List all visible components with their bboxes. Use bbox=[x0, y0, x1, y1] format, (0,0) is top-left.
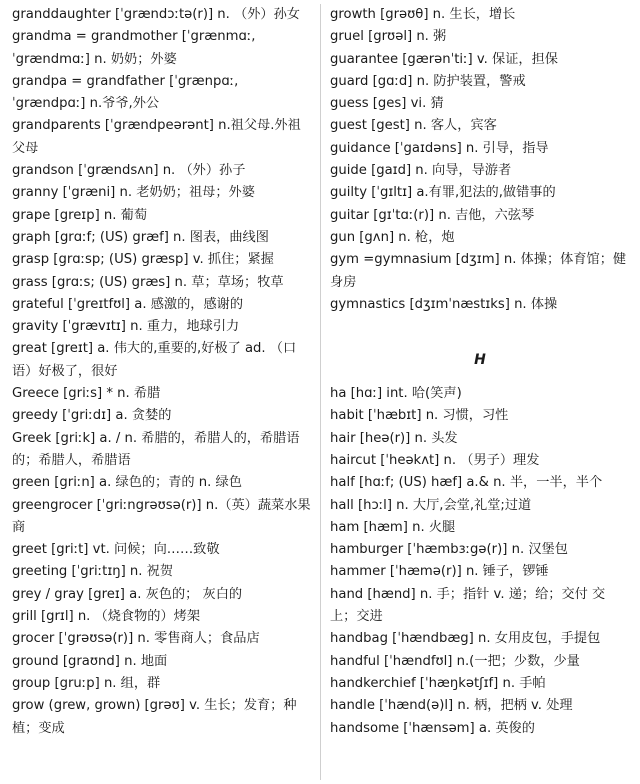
right-column-g-entries bbox=[330, 4, 630, 316]
vocab-entry: grandson [ˈgrændsʌn] n. （外）孙子 bbox=[12, 163, 246, 179]
vocab-entry: hammer [ˈhæmə(r)] n. 锤子，锣锤 bbox=[330, 564, 549, 580]
vocab-entry: grandpa = grandfather [ˈgrænpɑː, ˈgrændpɑː] n.爷爷,外公 bbox=[12, 73, 239, 112]
vocab-entry: greet [griːt] vt. 问候；向……致敬 bbox=[12, 542, 220, 558]
vocab-entry: granddaughter [ˈgrændɔːtə(r)] n. （外）孙女 bbox=[12, 7, 300, 22]
vocab-entry: grandma = grandmother [ˈgrænmɑː, ˈgrændmɑː] n. 奶奶；外婆 bbox=[12, 29, 256, 67]
vocab-entry: hair [heə(r)] n. 头发 bbox=[330, 430, 458, 446]
vocab-entry: guarantee [gærənˈtiː] v. 保证，担保 bbox=[330, 51, 558, 67]
vocab-entry: ha [hɑː] int. 哈(笑声) bbox=[330, 386, 462, 402]
vocab-entry: grape [greɪp] n. 葡萄 bbox=[12, 207, 148, 223]
right-column-h-entries bbox=[330, 383, 630, 740]
vocab-entry: graph [grɑːf; (US) græf] n. 图表，曲线图 bbox=[12, 229, 269, 245]
vocab-entry: grey / gray [greɪ] a. 灰色的； 灰白的 bbox=[12, 586, 243, 602]
vocab-entry: greengrocer [ˈgriːngrəʊsə(r)] n.（英）蔬菜水果商 bbox=[12, 497, 311, 535]
right-column bbox=[330, 4, 630, 740]
vocab-entry: grateful [ˈgreɪtfʊl] a. 感激的，感谢的 bbox=[12, 296, 244, 312]
vocab-entry: haircut [ˈheəkʌt] n. （男子）理发 bbox=[330, 452, 540, 468]
vocab-entry: guitar [gɪˈtɑː(r)] n. 吉他，六弦琴 bbox=[330, 207, 535, 223]
vocab-entry: handle [ˈhænd(ə)l] n. 柄，把柄 v. 处理 bbox=[330, 698, 573, 714]
vocab-entry: great [greɪt] a. 伟大的,重要的,好极了 ad. （口语）好极了，很好 bbox=[12, 341, 297, 379]
vocab-entry: hall [hɔːl] n. 大厅,会堂,礼堂;过道 bbox=[330, 497, 532, 513]
vocab-entry: greedy [ˈgriːdɪ] a. 贪婪的 bbox=[12, 408, 172, 424]
vocab-entry: guide [gaɪd] n. 向导，导游者 bbox=[330, 163, 512, 179]
vocab-entry: ground [graʊnd] n. 地面 bbox=[12, 653, 168, 669]
vocab-entry: handful [ˈhændfʊl] n.(一把；少数，少量 bbox=[330, 653, 580, 669]
vocab-entry: green [griːn] a. 绿色的；青的 n. 绿色 bbox=[12, 475, 242, 491]
vocab-entry: handbag [ˈhændbæg] n. 女用皮包，手提包 bbox=[330, 631, 601, 647]
vocab-entry: Greek [griːk] a. / n. 希腊的，希腊人的，希腊语的；希腊人，希腊语 bbox=[12, 430, 300, 468]
column-divider bbox=[320, 4, 321, 780]
vocab-entry: Greece [griːs] * n. 希腊 bbox=[12, 386, 161, 402]
vocab-entry: greeting [ˈgriːtɪŋ] n. 祝贺 bbox=[12, 564, 174, 580]
vocab-entry: grasp [grɑːsp; (US) græsp] v. 抓住；紧握 bbox=[12, 252, 274, 268]
vocab-entry: guidance [ˈgaɪdəns] n. 引导，指导 bbox=[330, 140, 549, 156]
vocab-entry: habit [ˈhæbɪt] n. 习惯，习性 bbox=[330, 408, 509, 424]
vocab-entry: grill [grɪl] n. （烧食物的）烤架 bbox=[12, 609, 201, 625]
vocab-entry: gravity [ˈgrævɪtɪ] n. 重力，地球引力 bbox=[12, 319, 240, 335]
vocab-entry: gruel [grʊəl] n. 粥 bbox=[330, 29, 447, 45]
vocab-entry: gym =gymnasium [dʒɪm] n. 体操；体育馆；健身房 bbox=[330, 252, 627, 290]
vocab-entry: guess [ges] vi. 猜 bbox=[330, 96, 444, 112]
vocab-entry: grocer [ˈgrəʊsə(r)] n. 零售商人；食品店 bbox=[12, 631, 260, 647]
vocab-entry: gun [gʌn] n. 枪，炮 bbox=[330, 229, 455, 245]
vocab-entry: grass [grɑːs; (US) græs] n. 草；草场；牧草 bbox=[12, 274, 284, 290]
left-column bbox=[12, 4, 312, 740]
vocab-entry: guilty [ˈgɪltɪ] a.有罪,犯法的,做错事的 bbox=[330, 185, 556, 201]
vocab-entry: ham [hæm] n. 火腿 bbox=[330, 519, 456, 535]
vocab-entry: guard [gɑːd] n. 防护装置，警戒 bbox=[330, 73, 526, 89]
vocab-entry: handkerchief [ˈhæŋkətʃɪf] n. 手帕 bbox=[330, 675, 546, 691]
vocab-entry: half [hɑːf; (US) hæf] a.& n. 半，一半，半个 bbox=[330, 475, 603, 491]
vocab-entry: grandparents [ˈgrændpeərənt] n.祖父母.外祖父母 bbox=[12, 118, 301, 156]
vocab-entry: grow (grew, grown) [grəʊ] v. 生长；发育；种植；变成 bbox=[12, 698, 297, 736]
vocab-entry: guest [gest] n. 客人，宾客 bbox=[330, 118, 497, 134]
section-letter-heading: H bbox=[474, 352, 486, 369]
vocab-entry: hand [hænd] n. 手；指针 v. 递；给；交付 交上；交进 bbox=[330, 586, 606, 625]
vocab-entry: granny [ˈgræni] n. 老奶奶；祖母；外婆 bbox=[12, 185, 255, 201]
vocab-entry: growth [grəʊθ] n. 生长，增长 bbox=[330, 7, 516, 22]
section-gap bbox=[330, 316, 630, 338]
vocab-entry: handsome [ˈhænsəm] a. 英俊的 bbox=[330, 720, 535, 736]
vocab-entry: group [gruːp] n. 组，群 bbox=[12, 675, 161, 691]
vocab-entry: gymnastics [dʒɪmˈnæstɪks] n. 体操 bbox=[330, 296, 558, 312]
vocab-entry: hamburger [ˈhæmbɜːgə(r)] n. 汉堡包 bbox=[330, 542, 568, 558]
